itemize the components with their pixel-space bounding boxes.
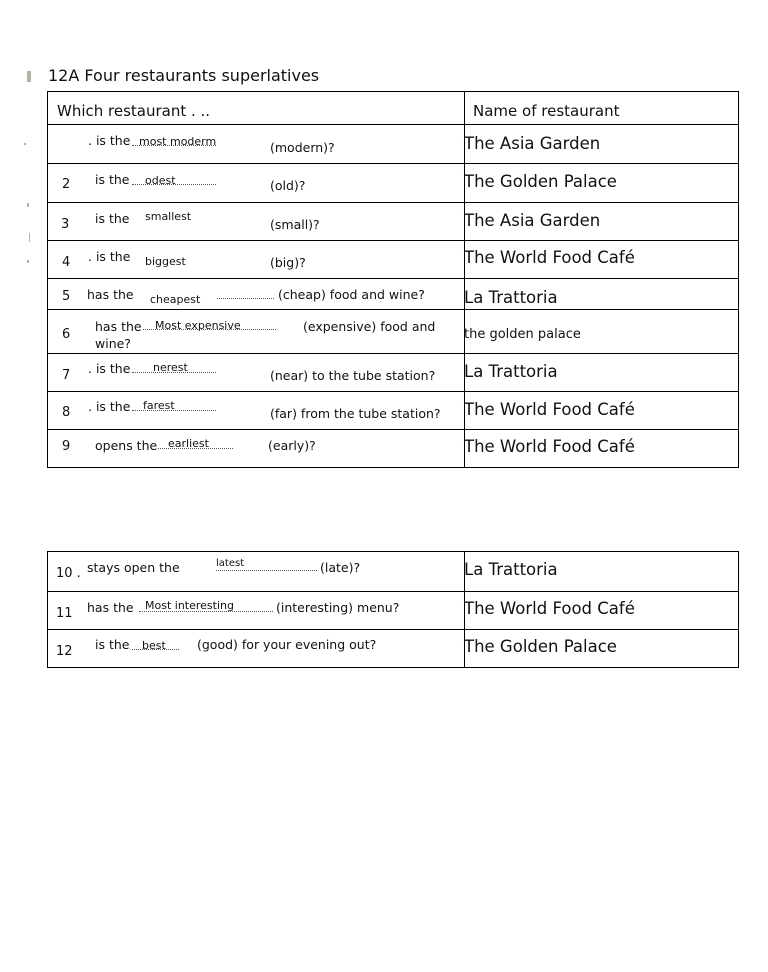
restaurant-name: The Asia Garden xyxy=(464,134,601,153)
table-row xyxy=(48,391,738,429)
answer-text: farest xyxy=(143,399,175,412)
question-prefix: . is the xyxy=(88,249,131,264)
question-prefix: is the xyxy=(95,637,130,652)
answer-blank xyxy=(217,298,274,299)
question-number: 5 xyxy=(62,289,71,304)
header-name-of-restaurant: Name of restaurant xyxy=(473,102,620,120)
superlatives-table-1 xyxy=(47,91,739,468)
table-row xyxy=(48,278,738,309)
table-row xyxy=(48,552,738,591)
restaurant-name: The Asia Garden xyxy=(464,211,601,230)
margin-dot xyxy=(27,260,29,263)
question-clue: (old)? xyxy=(270,178,306,193)
question-clue: (small)? xyxy=(270,217,320,232)
worksheet-title: 12A Four restaurants superlatives xyxy=(48,66,320,85)
question-clue: (big)? xyxy=(270,255,306,270)
question-prefix: . is the xyxy=(88,133,131,148)
question-clue: (interesting) menu? xyxy=(276,600,400,615)
answer-text: earliest xyxy=(168,437,209,450)
question-prefix: has the xyxy=(87,600,134,615)
answer-text: latest xyxy=(216,558,245,569)
table-header-row xyxy=(48,92,738,124)
question-prefix: has the xyxy=(95,319,142,334)
question-number: 9 xyxy=(62,439,71,454)
answer-text: most moderm xyxy=(139,135,217,148)
restaurant-name: La Trattoria xyxy=(464,288,558,307)
restaurant-name: The World Food Café xyxy=(464,437,635,456)
question-clue-continued: wine? xyxy=(95,336,131,351)
table-row xyxy=(48,353,738,391)
question-prefix: . is the xyxy=(88,361,131,376)
answer-text: cheapest xyxy=(150,293,201,306)
table-row xyxy=(48,202,738,240)
restaurant-name: The World Food Café xyxy=(464,248,635,267)
question-clue: (early)? xyxy=(268,438,316,453)
answer-text: Most interesting xyxy=(145,599,234,612)
table-row xyxy=(48,163,738,202)
table-row xyxy=(48,591,738,629)
question-clue: (near) to the tube station? xyxy=(270,368,436,383)
margin-dot xyxy=(24,143,26,145)
table-row xyxy=(48,240,738,278)
header-which-restaurant: Which restaurant . .. xyxy=(57,102,211,120)
answer-text: odest xyxy=(145,174,176,187)
answer-text: nerest xyxy=(153,361,188,374)
restaurant-name: La Trattoria xyxy=(464,362,558,381)
answer-text: biggest xyxy=(145,255,186,268)
margin-dot xyxy=(27,203,29,207)
question-number: 3 xyxy=(61,217,70,232)
question-prefix: stays open the xyxy=(87,560,180,575)
question-number: 10 . xyxy=(56,566,81,581)
table-row xyxy=(48,429,738,467)
restaurant-name: The Golden Palace xyxy=(464,637,617,656)
question-prefix: opens the xyxy=(95,438,158,453)
superlatives-table-2 xyxy=(47,551,739,668)
question-number: 6 xyxy=(62,327,71,342)
restaurant-name: The World Food Café xyxy=(464,599,635,618)
table-row xyxy=(48,309,738,353)
question-clue: (late)? xyxy=(320,560,361,575)
question-clue: (good) for your evening out? xyxy=(197,637,377,652)
margin-marker xyxy=(27,71,31,82)
table-row xyxy=(48,629,738,667)
question-prefix: has the xyxy=(87,287,134,302)
restaurant-name: La Trattoria xyxy=(464,560,558,579)
question-number: 8 xyxy=(62,405,71,420)
question-prefix: is the xyxy=(95,172,130,187)
table-row xyxy=(48,124,738,163)
restaurant-name: The Golden Palace xyxy=(464,172,617,191)
question-number: 11 xyxy=(56,606,73,621)
question-clue: (modern)? xyxy=(270,140,335,155)
answer-blank xyxy=(216,570,317,571)
restaurant-name: the golden palace xyxy=(464,327,581,342)
answer-text: smallest xyxy=(145,210,192,223)
question-number: 2 xyxy=(62,177,71,192)
restaurant-name: The World Food Café xyxy=(464,400,635,419)
answer-text: Most expensive xyxy=(155,319,241,332)
question-prefix: is the xyxy=(95,211,130,226)
question-prefix: . is the xyxy=(88,399,131,414)
margin-dot xyxy=(29,233,30,242)
question-number: 12 xyxy=(56,644,73,659)
answer-text: best xyxy=(142,639,166,652)
question-clue: (expensive) food and xyxy=(303,319,436,334)
question-number: 7 xyxy=(62,368,71,383)
question-number: 4 xyxy=(62,255,71,270)
question-clue: (cheap) food and wine? xyxy=(278,287,425,302)
question-clue: (far) from the tube station? xyxy=(270,406,441,421)
